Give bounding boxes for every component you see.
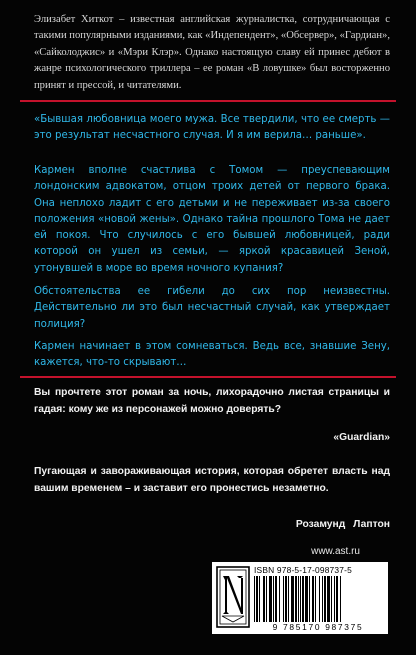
blurb-quote: «Бывшая любовница моего мужа. Все твердили, что ее смерть — это результат несчастного случая. И я им верила… раньше».: [34, 114, 390, 142]
review-text-2: Пугающая и завораживающая история, которая обретет власть над вашим временем – и заставит его пронестись незаметно.: [34, 466, 390, 494]
isbn-number: ISBN 978-5-17-098737-5: [254, 565, 352, 575]
story-paragraph-1: Кармен вполне счастлива с Томом — преуспевающим лондонским адвокатом, отцом троих детей от первого брака. Она неплохо ладит с его детьми и не переживает из-за своего положения «новой жены». Однако тайна прошлого Тома не дает ей покоя. Что случилось с его бывшей любовницей, ради которой он ушел из семьи, — яркой красавицей Зеной, утонувшей в море во время ночного купания?: [34, 165, 390, 274]
author-bio: Элизабет Хиткот – известная английская журналистка, сотрудничающая с такими популярными изданиями, как «Индепендент», «Обсервер», «Гардиан», «Сайколоджис» и «Мэри Клэр». Однако настоящую славу ей принес дебют в жанре психологического триллера – ее роман «В ловушке» был восторженно принят и прессой, и читателями.: [34, 14, 390, 91]
publisher-n-monogram-icon: [216, 566, 250, 628]
publisher-website[interactable]: www.ast.ru: [311, 546, 360, 557]
barcode-bars: [252, 576, 384, 622]
red-divider-top: [20, 100, 396, 102]
review-source-2: Розамунд Лаптон: [295, 519, 390, 530]
barcode-panel: [212, 562, 388, 634]
barcode-digits: 9 785170 987375: [272, 622, 364, 632]
red-divider-bottom: [20, 376, 396, 378]
review-text-1: Вы прочтете этот роман за ночь, лихорадочно листая страницы и гадая: кому же из персонажей можно доверять?: [34, 387, 390, 415]
story-paragraph-2: Обстоятельства ее гибели до сих пор неизвестны. Действительно ли это был несчастный случай, как утверждает полиция?: [34, 286, 390, 330]
story-paragraph-3: Кармен начинает в этом сомневаться. Ведь все, знавшие Зену, кажется, что-то скрывают…: [34, 341, 390, 369]
review-source-1: «Guardian»: [333, 432, 390, 443]
